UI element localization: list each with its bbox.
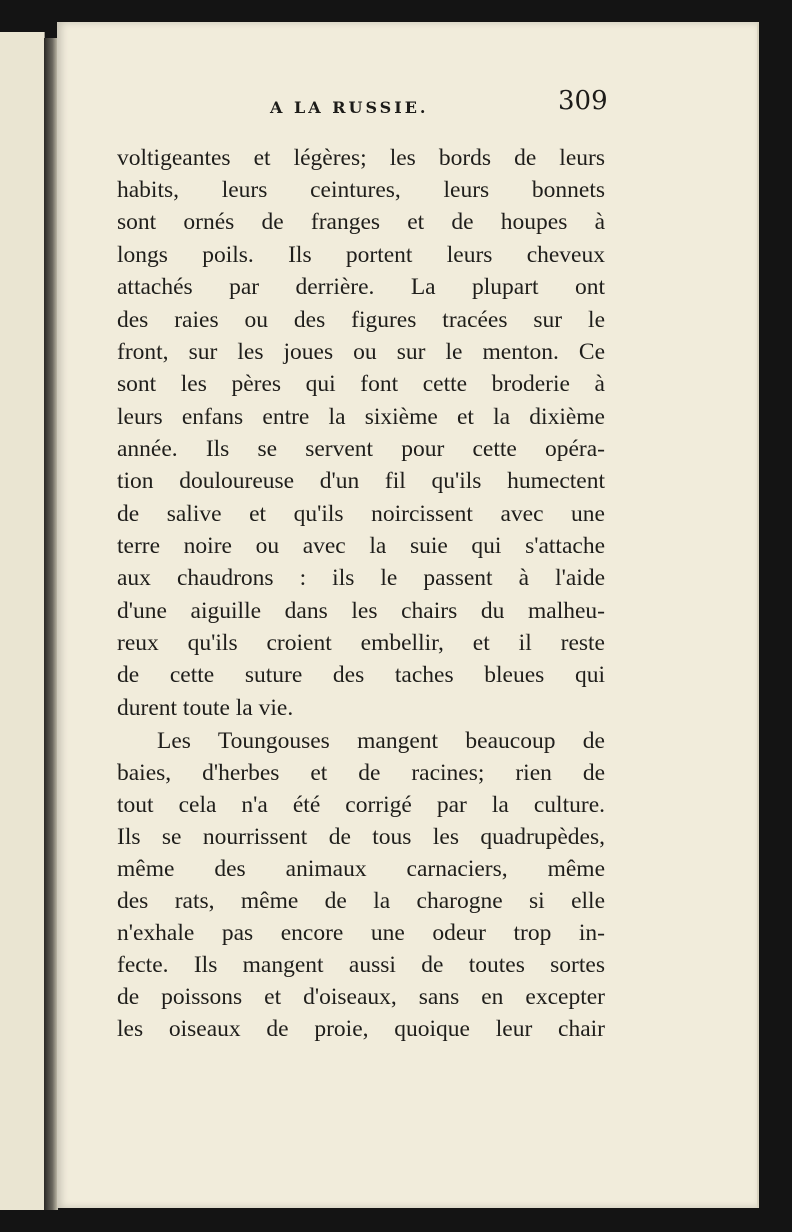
text-line: des raies ou des figures tracées sur le — [117, 307, 605, 333]
text-line: tion douloureuse d'un fil qu'ils humectent — [117, 468, 605, 494]
text-line: fecte. Ils mangent aussi de toutes sortes — [117, 952, 605, 978]
text-line: tout cela n'a été corrigé par la culture. — [117, 792, 605, 818]
text-line: sont ornés de franges et de houpes à — [117, 209, 605, 235]
text-line: de poissons et d'oiseaux, sans en excepter — [117, 984, 605, 1010]
text-line: attachés par derrière. La plupart ont — [117, 274, 605, 300]
text-line: même des animaux carnaciers, même — [117, 856, 605, 882]
text-line: Ils se nourrissent de tous les quadrupèdes, — [117, 824, 605, 850]
text-line: habits, leurs ceintures, leurs bonnets — [117, 177, 605, 203]
text-line: année. Ils se servent pour cette opéra- — [117, 436, 605, 462]
text-line: leurs enfans entre la sixième et la dixième — [117, 404, 605, 430]
text-line: n'exhale pas encore une odeur trop in- — [117, 920, 605, 946]
text-line: voltigeantes et légères; les bords de leurs — [117, 145, 605, 171]
page-number: 309 — [558, 86, 608, 116]
running-head: A LA RUSSIE. — [270, 98, 429, 117]
text-line: de salive et qu'ils noircissent avec une — [117, 501, 605, 527]
text-line: les oiseaux de proie, quoique leur chair — [117, 1016, 605, 1042]
text-line: reux qu'ils croient embellir, et il reste — [117, 630, 605, 656]
text-line: des rats, même de la charogne si elle — [117, 888, 605, 914]
text-line: d'une aiguille dans les chairs du malheu- — [117, 598, 605, 624]
paragraph-first-line: Les Toungouses mangent beaucoup de — [157, 728, 605, 754]
text-line: durent toute la vie. — [117, 695, 294, 721]
text-line: baies, d'herbes et de racines; rien de — [117, 760, 605, 786]
text-line: aux chaudrons : ils le passent à l'aide — [117, 565, 605, 591]
text-line: front, sur les joues ou sur le menton. Ce — [117, 339, 605, 365]
text-line: sont les pères qui font cette broderie à — [117, 371, 605, 397]
text-line: longs poils. Ils portent leurs cheveux — [117, 242, 605, 268]
book-gutter — [44, 38, 58, 1210]
text-line: terre noire ou avec la suie qui s'attache — [117, 533, 605, 559]
left-page-edge — [0, 32, 45, 1210]
text-line: de cette suture des taches bleues qui — [117, 662, 605, 688]
